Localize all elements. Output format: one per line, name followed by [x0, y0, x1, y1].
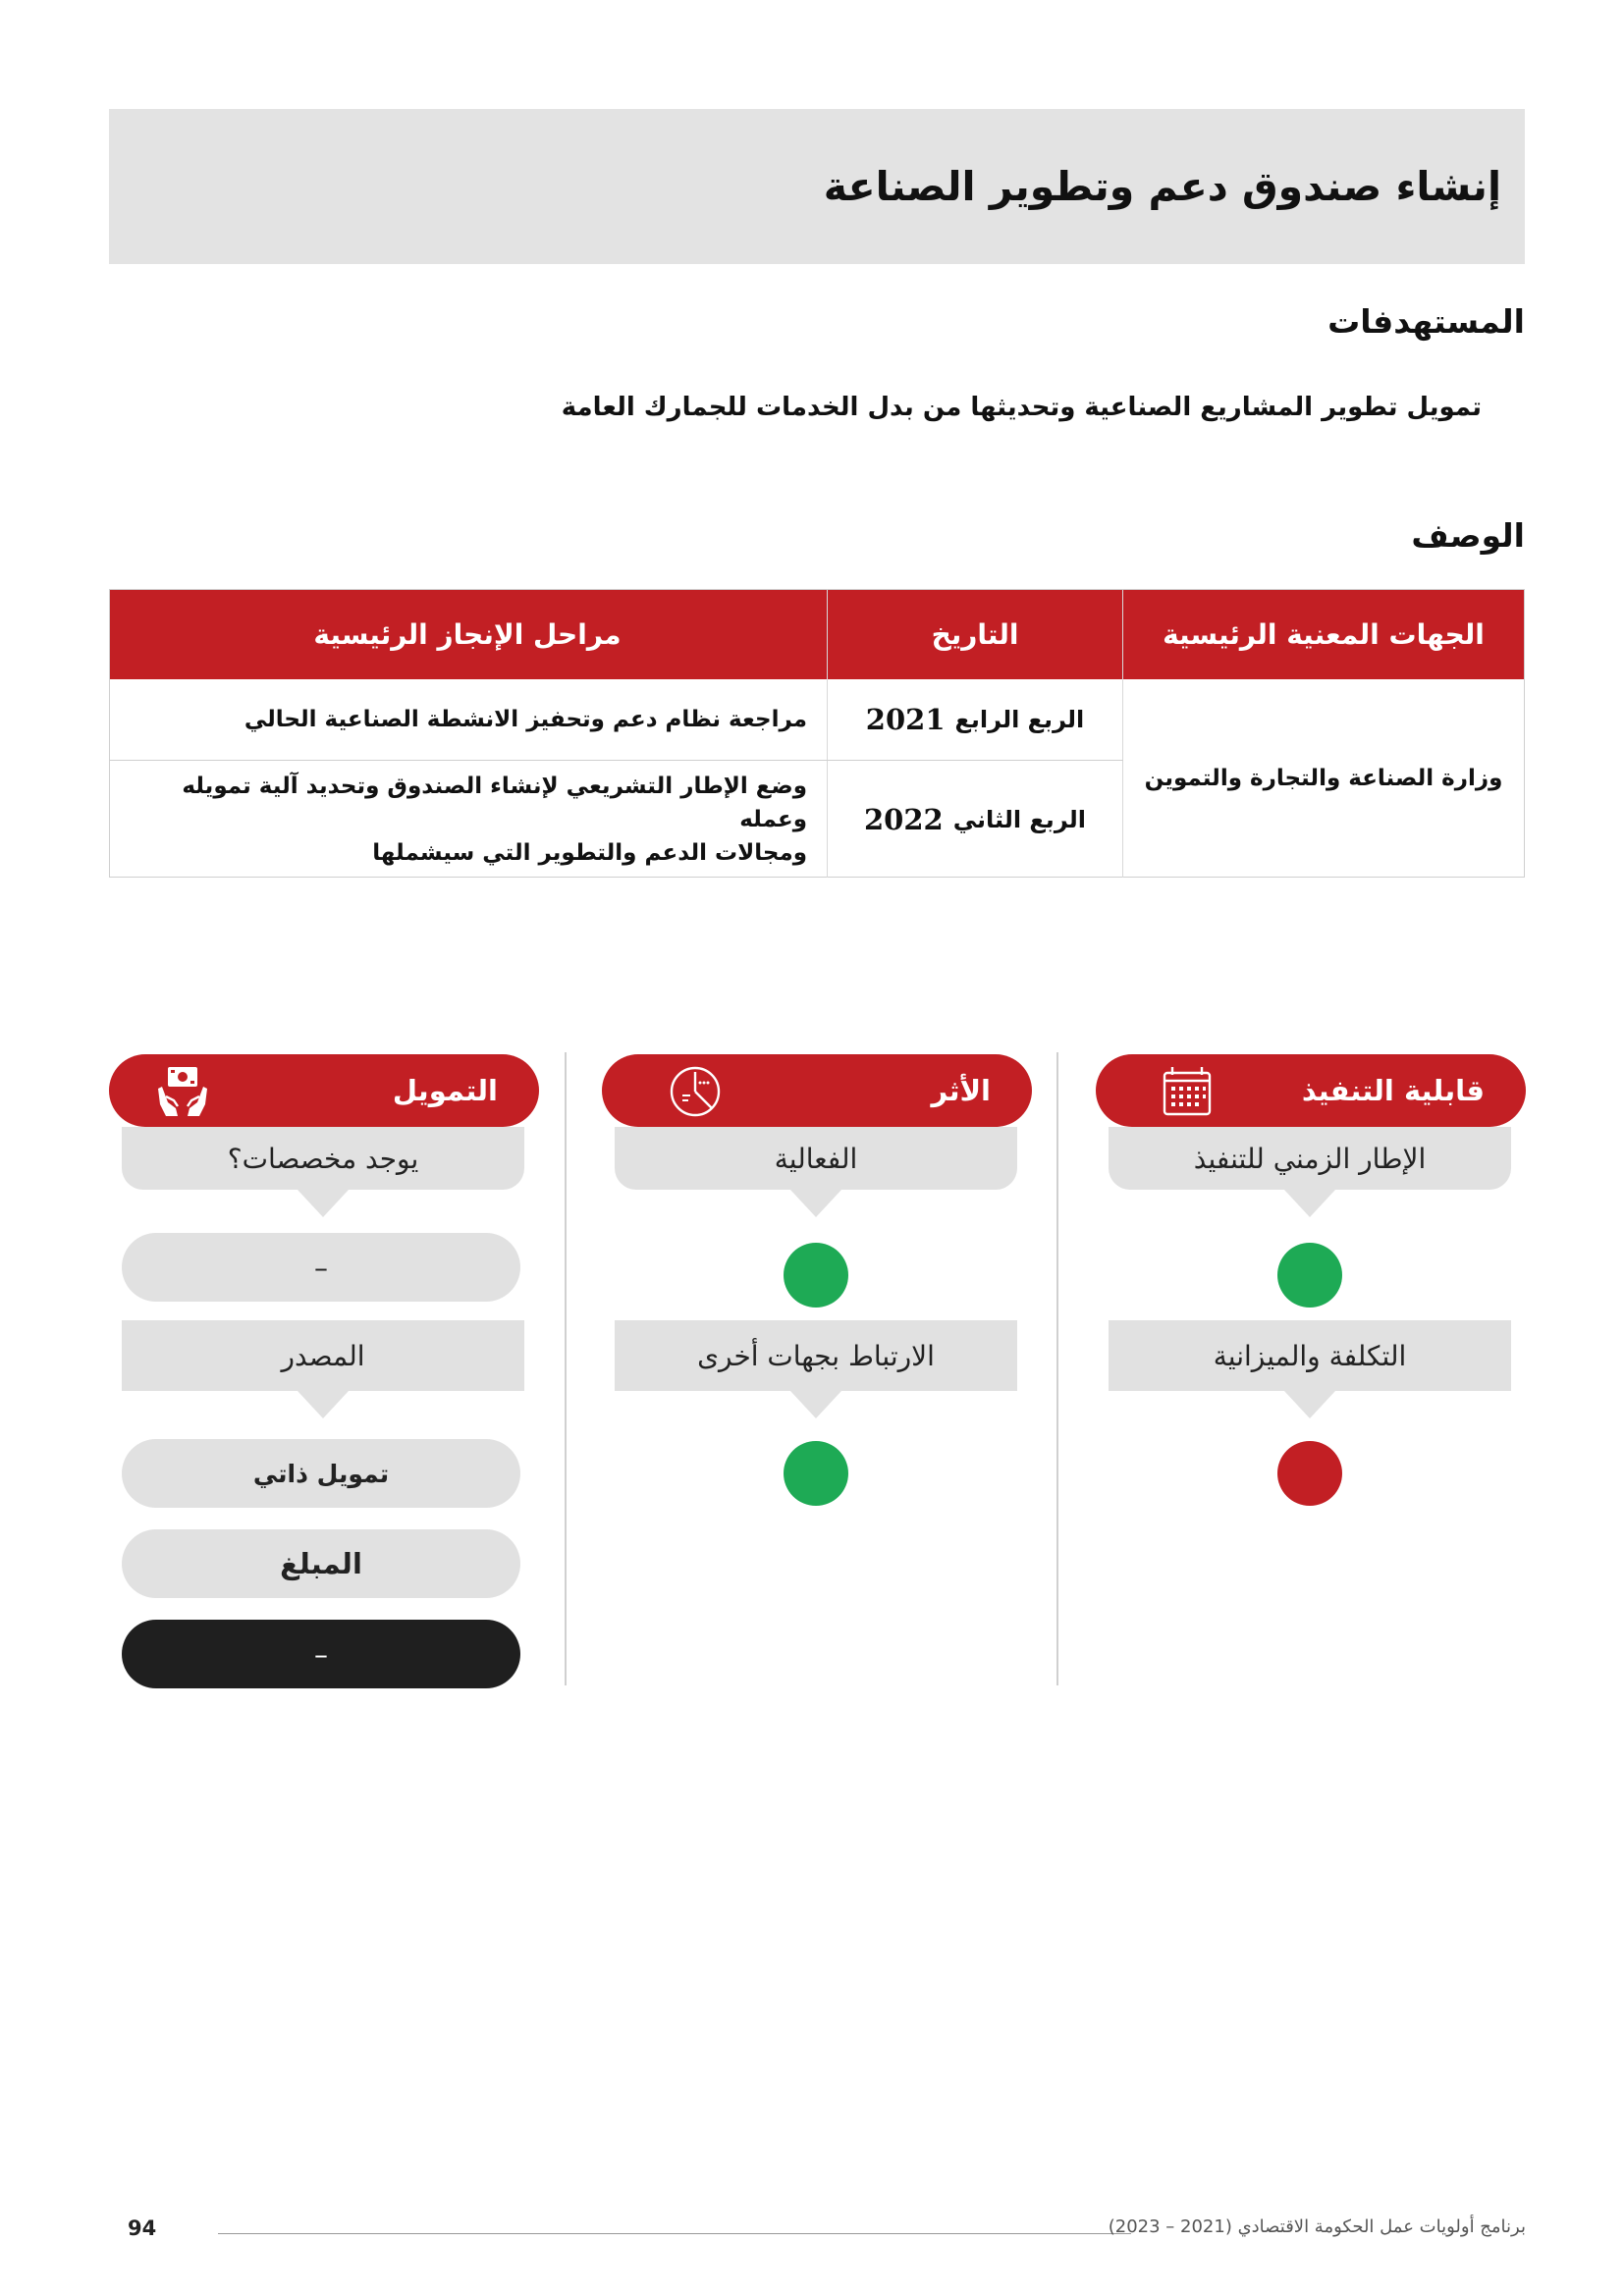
table-row-date: [828, 679, 1122, 760]
pointer-arrow: [298, 1190, 349, 1217]
description-table: [109, 589, 1525, 878]
linkage-label: الارتباط بجهات أخرى: [615, 1320, 1017, 1391]
title-banner: [109, 109, 1525, 264]
calendar-icon: [1159, 1063, 1216, 1120]
pointer-arrow: [790, 1190, 841, 1217]
table-row-milestone: [130, 761, 807, 878]
milestone-line: وضع الإطار التشريعي لإنشاء الصندوق وتحديد آلية تمويله وعمله: [182, 773, 807, 832]
pointer-arrow: [1284, 1190, 1335, 1217]
header-entities: الجهات المعنية الرئيسية: [1163, 618, 1485, 651]
clock-chart-icon: [667, 1063, 724, 1120]
impact-header: [602, 1054, 1032, 1127]
allocations-value: –: [122, 1233, 520, 1302]
footer-rule: [218, 2233, 1131, 2234]
pointer-arrow: [298, 1391, 349, 1418]
page-number: 94: [128, 2216, 157, 2240]
table-row-milestone: مراجعة نظام دعم وتحفيز الانشطة الصناعية الحالي: [244, 707, 807, 732]
money-hands-icon: [154, 1063, 211, 1120]
entity-cell: وزارة الصناعة والتجارة والتموين: [1144, 766, 1503, 791]
description-heading: الوصف: [1411, 516, 1525, 555]
effectiveness-status-dot: [784, 1243, 848, 1308]
amount-label: المبلغ: [122, 1529, 520, 1598]
timeframe-status-dot: [1277, 1243, 1342, 1308]
quarter: الربع الرابع: [954, 706, 1085, 733]
amount-value: –: [122, 1620, 520, 1688]
effectiveness-label: الفعالية: [615, 1127, 1017, 1190]
funding-header: [109, 1054, 539, 1127]
year: 2022: [864, 802, 944, 836]
header-date: التاريخ: [931, 618, 1019, 651]
footer-text: برنامج أولويات عمل الحكومة الاقتصادي (2021 – 2023): [1108, 2216, 1526, 2237]
cost-budget-label: التكلفة والميزانية: [1109, 1320, 1511, 1391]
targets-heading: المستهدفات: [1327, 302, 1525, 341]
column-divider: [1056, 1052, 1058, 1685]
table-row-date: [828, 761, 1122, 878]
source-value: تمويل ذاتي: [122, 1439, 520, 1508]
feasibility-title: قابلية التنفيذ: [1301, 1074, 1485, 1107]
targets-text: تمويل تطوير المشاريع الصناعية وتحديثها من بدل الخدمات للجمارك العامة: [561, 393, 1482, 422]
year: 2021: [865, 703, 946, 736]
table-header: [110, 590, 1524, 679]
milestone-line: ومجالات الدعم والتطوير التي سيشملها: [372, 839, 807, 866]
cost-budget-status-dot: [1277, 1441, 1342, 1506]
header-milestones: مراحل الإنجاز الرئيسية: [313, 618, 622, 651]
allocations-label: يوجد مخصصات؟: [122, 1127, 524, 1190]
pointer-arrow: [1284, 1391, 1335, 1418]
timeframe-label: الإطار الزمني للتنفيذ: [1109, 1127, 1511, 1190]
impact-title: الأثر: [931, 1074, 991, 1107]
pointer-arrow: [790, 1391, 841, 1418]
source-label: المصدر: [122, 1320, 524, 1391]
page-title: إنشاء صندوق دعم وتطوير الصناعة: [823, 163, 1501, 210]
linkage-status-dot: [784, 1441, 848, 1506]
quarter: الربع الثاني: [952, 805, 1086, 833]
column-divider: [565, 1052, 567, 1685]
funding-title: التمويل: [392, 1074, 498, 1107]
feasibility-header: [1096, 1054, 1526, 1127]
